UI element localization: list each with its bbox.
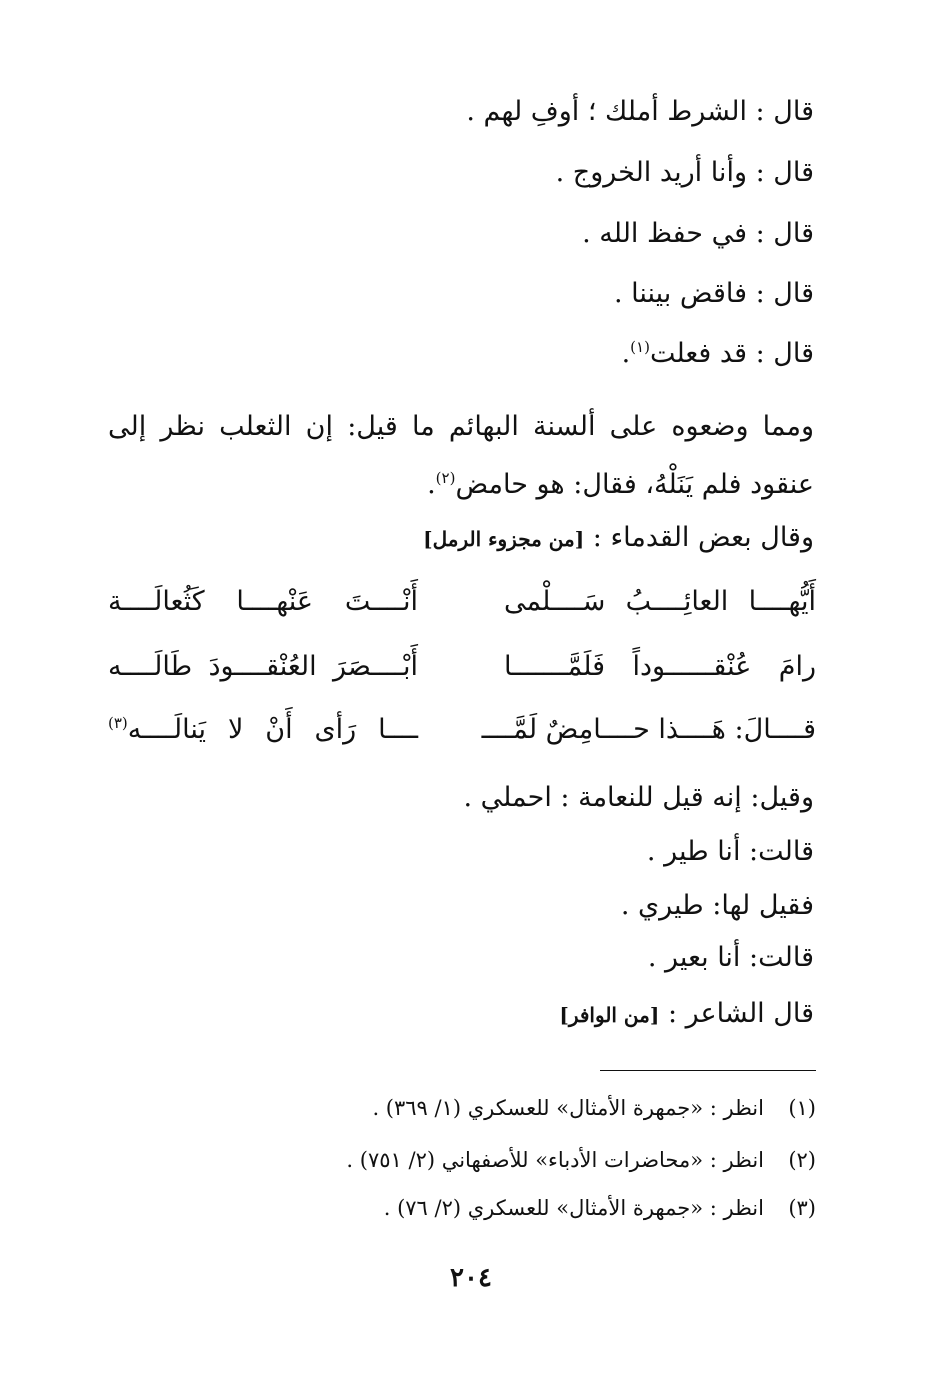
footnote-text: انظر : «جمهرة الأمثال» للعسكري (٢/ ٧٦) . [383, 1196, 764, 1220]
dialogue-line: قال : في حفظ الله . [582, 218, 814, 249]
paragraph-line-1: ومما وضعوه على ألسنة البهائم ما قيل: إن الثعلب نظر إلى [108, 411, 814, 442]
dialogue-line: قال : وأنا أريد الخروج . [555, 157, 814, 188]
verse-first-hemistich: قــــالَ: هَــــذا حــــامِضٌ لَمَّــــ [481, 714, 816, 745]
dialogue-line-tail: . [621, 338, 631, 369]
fox-paragraph [108, 398, 814, 514]
footnote-marker: (٣) [108, 714, 128, 732]
dialogue-line: قال : فاقض بيننا . [613, 278, 814, 309]
verse-second-hemistich: أَنْــــتَ عَنْهــــا كَثُعالَــــة [108, 586, 418, 617]
footnote-text: انظر : «جمهرة الأمثال» للعسكري (١/ ٣٦٩) . [372, 1096, 764, 1120]
dialogue-line-text: قال : قد فعلت [649, 338, 814, 369]
poem-intro-text: قال الشاعر : [667, 998, 814, 1029]
paragraph-line-2-tail: . [427, 469, 436, 500]
poem-intro [559, 994, 814, 1035]
verse-row [108, 645, 816, 689]
verse-second-hemistich [108, 708, 418, 752]
verse-row [108, 580, 816, 624]
paragraph-line-2-text: عنقود فلم يَنَلْهُ، فقال: هو حامض [455, 469, 814, 500]
footnote-marker: (٢) [435, 469, 456, 487]
poem-meter: [من مجزوء الرمل] [423, 527, 585, 551]
poem-intro-text: وقال بعض القدماء : [592, 522, 814, 553]
ostrich-line: فقيل لها: طيري . [620, 890, 814, 921]
footnote-divider [600, 1070, 816, 1071]
page-number: ٢٠٤ [450, 1263, 492, 1293]
verse-row [108, 708, 816, 752]
verse-first-hemistich: أَيُّهــــا العائِــــبُ سَــــلْمى [504, 586, 816, 617]
dialogue-line: قال : الشرط أملك ؛ أوفِ لهم . [466, 96, 814, 127]
ostrich-line: قالت: أنا طير . [646, 836, 814, 867]
footnote-marker: (١) [630, 338, 650, 356]
footnote-number: (٢) [788, 1148, 816, 1172]
verse-second-hemistich-text: ــــا رَأى أَنْ لا يَنالَــــه [127, 714, 418, 745]
footnote [346, 1144, 816, 1176]
dialogue-line [622, 334, 814, 374]
verse-first-hemistich: رامَ عُنْقــــــوداً فَلَمَّـــــــا [504, 651, 816, 682]
footnote-number: (١) [788, 1096, 816, 1120]
footnote-text: انظر : «محاضرات الأدباء» للأصفهاني (٢/ ٧٥١) . [346, 1148, 764, 1172]
poem-meter: [من الوافر] [559, 1003, 660, 1027]
footnote [384, 1192, 816, 1224]
verse-second-hemistich: أَبْــــصَرَ العُنْقــــودَ طَالَــــه [108, 651, 418, 682]
paragraph-line-2 [108, 456, 814, 514]
ostrich-line: قالت: أنا بعير . [647, 942, 814, 973]
ostrich-line: وقيل: إنه قيل للنعامة : احملي . [463, 782, 814, 813]
poem-intro [423, 518, 814, 559]
footnote-number: (٣) [788, 1196, 816, 1220]
footnote [372, 1092, 816, 1124]
